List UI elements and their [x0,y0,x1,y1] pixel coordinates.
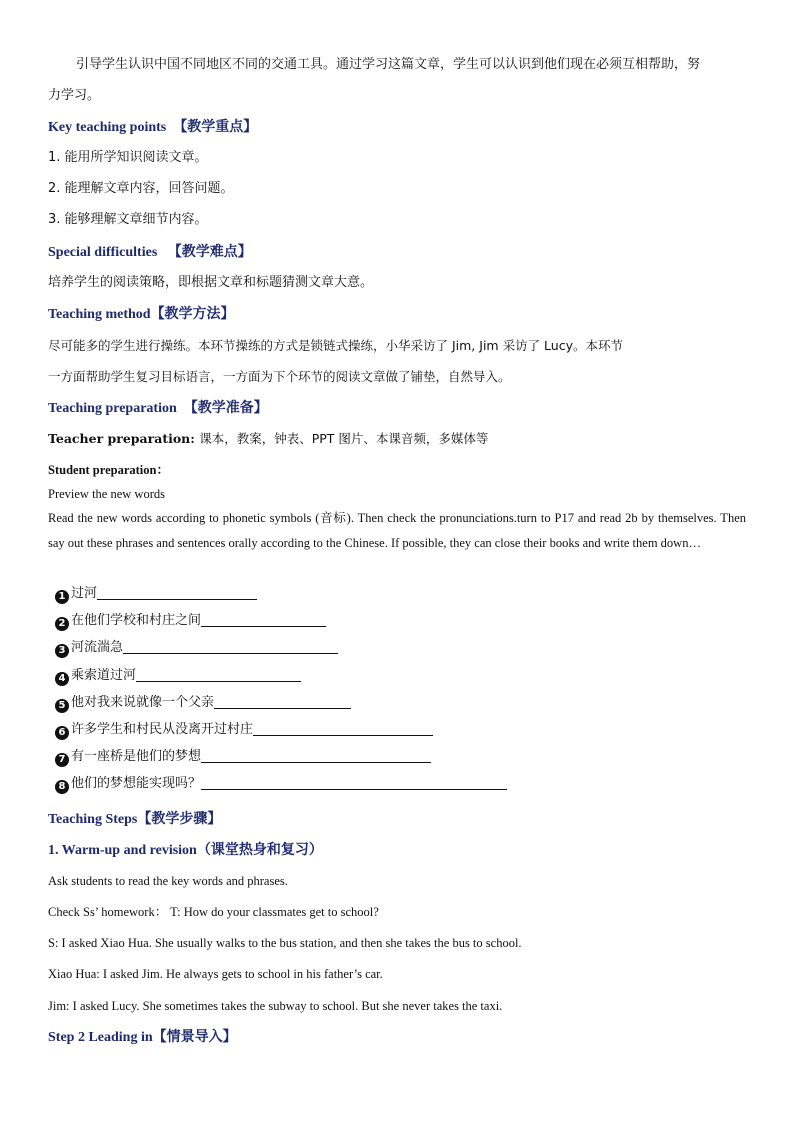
step-line: S: I asked Xiao Hua. She usually walks to the bus station, and then she takes the bus to school. [48,936,522,950]
teacher-text: 课本，教案，钟表、PPT 图片、本课音频，多媒体等 [199,431,489,446]
step-line: Jim: I asked Lucy. She sometimes takes the subway to school. But she never takes the taxi. [48,999,503,1013]
exercise-item [55,612,326,631]
preparation-heading [48,399,268,418]
exercise-item [55,667,301,686]
answer-blank[interactable] [136,667,301,682]
item-text: 在他们学校和村庄之间 [71,613,202,628]
item-text: 他对我来说就像一个父亲 [71,695,215,710]
method-line-2: 一方面帮助学生复习目标语言，一方面为下个环节的阅读文章做了铺垫，自然导入。 [48,369,511,384]
warmup-heading [48,841,323,860]
key-point-3: 3. 能够理解文章细节内容。 [48,212,208,227]
item-number: 1 [55,590,69,604]
heading-en: Step 2 Leading in [48,1030,153,1045]
steps-heading [48,810,221,829]
item-number: 4 [55,672,69,686]
heading-en: Teaching method [48,307,151,322]
key-point-1: 1. 能用所学知识阅读文章。 [48,150,208,165]
item-text: 他们的梦想能实现吗？ [71,776,202,791]
answer-blank[interactable] [201,775,507,790]
heading-cn: 【教学难点】 [167,244,252,260]
student-label: Student preparation： [48,463,169,477]
answer-blank[interactable] [201,748,431,763]
item-number: 5 [55,699,69,713]
item-number: 6 [55,726,69,740]
heading-cn: （课堂热身和复习） [196,842,323,858]
answer-blank[interactable] [201,612,326,627]
key-points-heading [48,118,257,137]
difficulties-text: 培养学生的阅读策略，即根据文章和标题猜测文章大意。 [48,275,374,290]
exercise-item [55,775,507,794]
heading-en: Teaching Steps [48,812,138,827]
exercise-item [55,639,338,658]
item-number: 7 [55,753,69,767]
key-point-2: 2. 能理解文章内容，回答问题。 [48,181,234,196]
heading-en: Key teaching points [48,120,167,135]
item-text: 乘索道过河 [71,668,137,683]
teacher-preparation [48,430,488,448]
preparation-paragraph: Read the new words according to phonetic symbols (音标). Then check the pronunciations.turn to P17 and read 2b by themselves. Then say out these phrases and sentences orally according to the Chinese. If possible, they can close their books and write them down… [48,511,746,550]
heading-cn: 【教学准备】 [183,400,268,416]
exercise-item [55,748,431,767]
heading-cn: 【情景导入】 [152,1029,237,1045]
item-text: 过河 [71,586,98,601]
exercise-item [55,585,257,604]
item-number: 8 [55,780,69,794]
heading-cn: 【教学步骤】 [137,811,222,827]
teacher-label: Teacher preparation: [48,431,200,446]
item-text: 许多学生和村民从没离开过村庄 [71,722,254,737]
method-line-1: 尽可能多的学生进行操练。本环节操练的方式是锁链式操练，小华采访了 Jim, Jim 采访了 Lucy。本环节 [48,338,623,353]
exercise-item [55,694,351,713]
exercise-item [55,721,433,740]
heading-en: Teaching preparation [48,401,177,416]
intro-line-1: 引导学生认识中国不同地区不同的交通工具。通过学习这篇文章，学生可以认识到他们现在必须互相帮助，努 [76,57,701,72]
heading-en: Special difficulties [48,245,158,260]
step-line: Xiao Hua: I asked Jim. He always gets to school in his father’s car. [48,967,383,981]
heading-cn: 【教学方法】 [150,306,235,322]
heading-en: 1. Warm-up and revision [48,843,197,858]
step2-heading [48,1028,237,1047]
item-number: 3 [55,644,69,658]
item-number: 2 [55,617,69,631]
heading-cn: 【教学重点】 [173,119,258,135]
answer-blank[interactable] [214,694,351,709]
item-text: 河流湍急 [71,640,124,655]
answer-blank[interactable] [123,639,338,654]
answer-blank[interactable] [97,585,257,600]
difficulties-heading [48,243,252,262]
preview-text: Preview the new words [48,487,165,501]
item-text: 有一座桥是他们的梦想 [71,749,202,764]
method-heading [48,305,235,324]
step-line: Check Ss’ homework： T: How do your classmates get to school? [48,905,379,919]
answer-blank[interactable] [253,721,433,736]
intro-line-2: 力学习。 [48,88,101,103]
step-line: Ask students to read the key words and phrases. [48,874,288,888]
